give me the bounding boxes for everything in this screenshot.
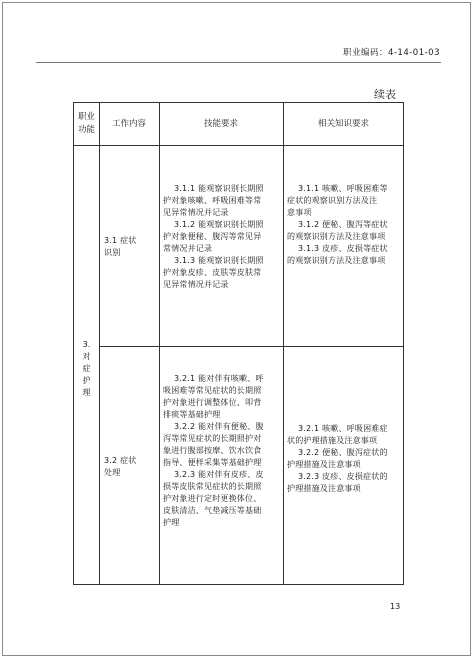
header-skills: 技能要求 xyxy=(203,119,238,129)
work-content-cell: 3.2 症状 处理 xyxy=(104,456,137,477)
table-divider xyxy=(74,145,403,146)
requirements-table xyxy=(73,102,404,585)
skill-cell: 3.1.1 能观察识别长期照 护对象咳嗽、呼吸困难等常 见异常情况并记录 3.1.2 能观察识别长期照 护对象便秘、腹泻等常见异 常情况并记录 3.1.3 能观察识别长期照 护对象皮疹、皮肤等皮肤常 见异常情况并记录 xyxy=(163,184,264,289)
function-cell: 3. 对 症 护 理 xyxy=(82,340,91,397)
knowledge-cell: 3.2.1 咳嗽、呼吸困难症 状的护理措施及注意事项 3.2.2 便秘、腹泻症状的 护理措施及注意事项 3.2.3 皮疹、皮损症状的 护理措施及注意事项 xyxy=(287,424,388,493)
continued-label: 续表 xyxy=(374,88,396,101)
header-rule xyxy=(36,62,441,63)
header-function: 职业功能 xyxy=(77,112,95,135)
page-number: 13 xyxy=(390,602,401,611)
knowledge-cell: 3.1.1 咳嗽、呼吸困难等 症状的观察识别方法及注 意事项 3.1.2 便秘、腹泻等症状 的观察识别方法及注意事项 3.1.3 皮疹、皮损等症状 的观察识别方法及注意事项 xyxy=(287,184,388,265)
header-work-content: 工作内容 xyxy=(111,119,146,129)
table-divider xyxy=(159,103,160,584)
work-content-cell: 3.1 症状 识别 xyxy=(104,236,137,257)
table-divider xyxy=(283,103,284,584)
table-divider xyxy=(99,103,100,584)
occupation-code: 职业编码：4-14-01-03 xyxy=(342,48,440,58)
header-knowledge: 相关知识要求 xyxy=(317,119,369,129)
skill-cell: 3.2.1 能对伴有咳嗽、呼 吸困难等常见症状的长期照 护对象进行调整体位、叩背 排痰等基础护理 3.2.2 能对伴有便秘、腹 泻等常见症状的长期照护对 象进行腹部按摩、饮水饮食 指导、便样采集等基础护理 3.2.3 能对伴有皮疹、皮 损等皮肤常见症状的长期照 护对象进行定时更换体位、 皮肤清洁、气垫减压等基础 护理 xyxy=(163,374,264,527)
table-divider xyxy=(99,346,404,347)
